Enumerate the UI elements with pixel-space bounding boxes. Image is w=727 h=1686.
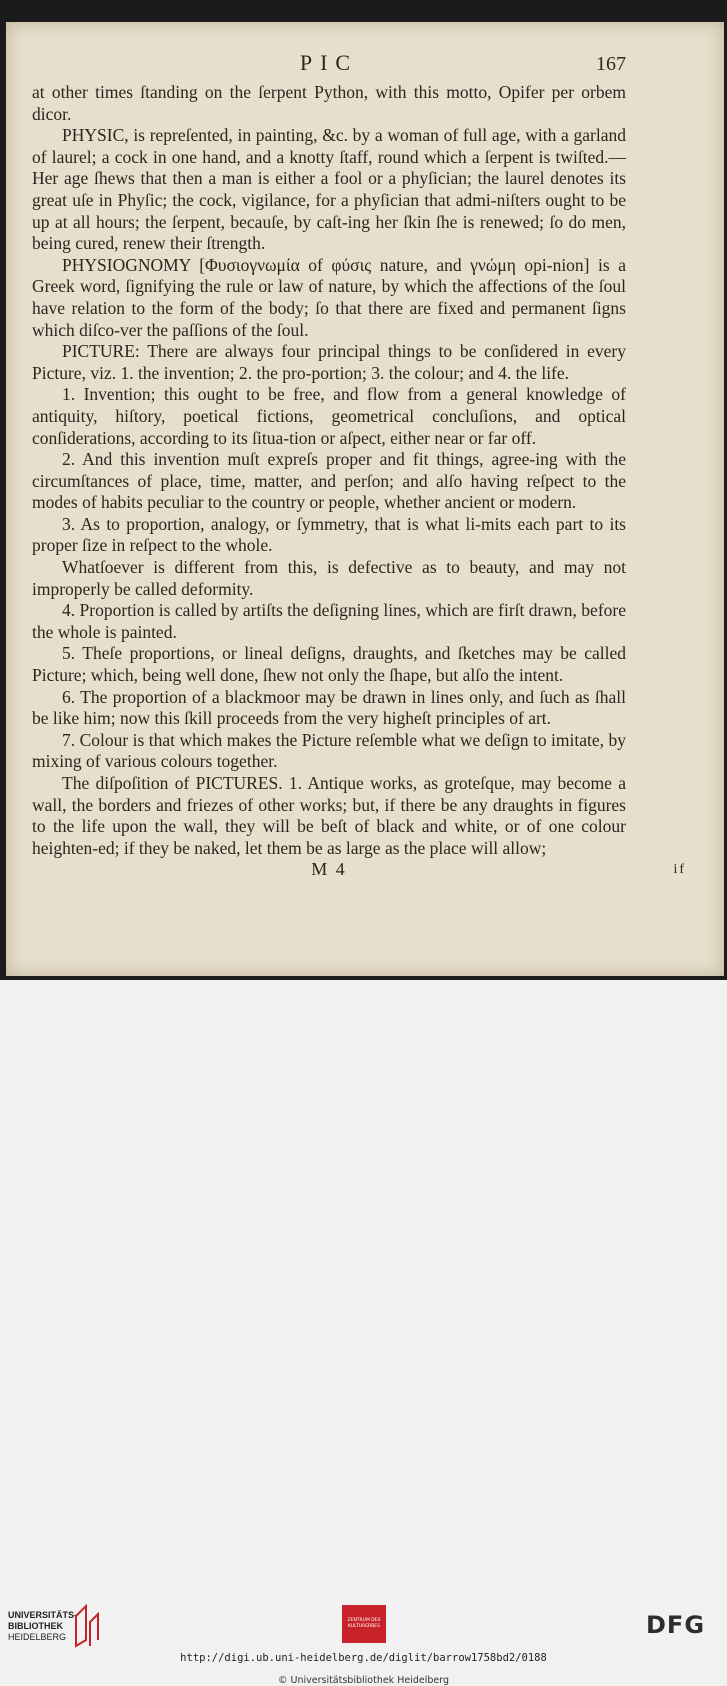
paragraph: 5. Theſe proportions, or lineal deſigns, draughts, and ſketches may be called Picture; which, being well done, ſhew not only the ſhape, but alſo the intent. xyxy=(32,643,626,686)
paragraph: 7. Colour is that which makes the Picture reſemble what we deſign to imitate, by mixing of various colours together. xyxy=(32,729,626,772)
book-page xyxy=(6,22,724,976)
paragraph: Whatſoever is different from this, is defective as to beauty, and may not improperly be called deformity. xyxy=(32,557,626,599)
library-name xyxy=(8,1610,78,1643)
library-name-line-2: BIBLIOTHEK xyxy=(8,1621,63,1631)
paragraph: PICTURE: There are always four principal things to be conſidered in every Picture, viz. 1. the invention; 2. the pro-portion; 3. the colour; and 4. the life. xyxy=(32,341,626,383)
paragraph: PHYSIOGNOMY [Φυσιογνωμία of φύσις nature, and γνώμη opi-nion] is a Greek word, ſignifying the rule or law of nature, by which the affections of the ſoul have relation to the form of the body; ſo that there are fixed and permanent ſigns which diſco-ver the paſſions of the ſoul. xyxy=(32,254,626,340)
paragraph: 6. The proportion of a blackmoor may be drawn in lines only, and ſuch as ſhall be like him; now this ſkill proceeds from the very higheſt principles of art. xyxy=(32,686,626,729)
running-head xyxy=(32,52,626,82)
library-logo-icon xyxy=(72,1602,102,1650)
page-number: 167 xyxy=(596,53,626,75)
permalink[interactable]: http://digi.ub.uni-heidelberg.de/diglit/barrow1758bd2/0188 xyxy=(180,1652,547,1664)
library-city: HEIDELBERG xyxy=(8,1632,67,1642)
page-content xyxy=(32,50,686,881)
paragraph: The diſpoſition of PICTURES. 1. Antique works, as groteſque, may become a wall, the borders and friezes of other works; but, if there be any draughts in figures to the life upon the wall, they will be beſt of black and white, or of one colour heighten-ed; if they be naked, let them be as large as the place will allow; xyxy=(32,773,626,858)
signature-mark xyxy=(32,859,686,881)
dfg-logo: DFG xyxy=(646,1611,706,1639)
body-text xyxy=(32,82,626,859)
copyright: © Universitätsbibliothek Heidelberg xyxy=(277,1675,449,1686)
badge-text: ZENTRUM DES KULTURERBES xyxy=(347,1618,381,1629)
library-name-line-1: UNIVERSITÄTS- xyxy=(8,1610,78,1620)
paragraph: 2. And this invention muſt expreſs proper and fit things, agree-ing with the circumſtances of place, time, matter, and perſon; and alſo having reſpect to the modes of habits peculiar to the country or people, whether ancient or modern. xyxy=(32,449,626,513)
paragraph: 1. Invention; this ought to be free, and flow from a general knowledge of antiquity, hiſtory, poetical fictions, geometrical concluſions, and optical conſiderations, according to its ſitua-tion or aſpect, either near or far off. xyxy=(32,384,626,448)
signature: M 4 xyxy=(311,859,347,880)
paragraph: PHYSIC, is repreſented, in painting, &c. by a woman of full age, with a garland of laurel; a cock in one hand, and a knotty ſtaff, round which a ſerpent is twiſted.—Her age ſhews that then a man is either a fool or a phyſician; the laurel denotes its great uſe in Phyſic; the cock, vigilance, for a phyſician that admi-niſters ought to be up at all hours; the ſerpent, becauſe, by caſt-ing her ſkin ſhe is renewed; ſo do men, being cured, renew their ſtrength. xyxy=(32,125,626,254)
footer xyxy=(0,980,727,1686)
running-head-title: PIC xyxy=(299,50,359,75)
heritage-badge xyxy=(342,1605,386,1643)
paragraph: 3. As to proportion, analogy, or ſymmetry, that is what li-mits each part to its proper ſize in reſpect to the whole. xyxy=(32,513,626,556)
catchword: if xyxy=(673,862,686,878)
paragraph: 4. Proportion is called by artiſts the deſigning lines, which are firſt drawn, before the whole is painted. xyxy=(32,600,626,642)
paragraph: at other times ſtanding on the ſerpent Python, with this motto, Opifer per orbem dicor. xyxy=(32,82,626,124)
